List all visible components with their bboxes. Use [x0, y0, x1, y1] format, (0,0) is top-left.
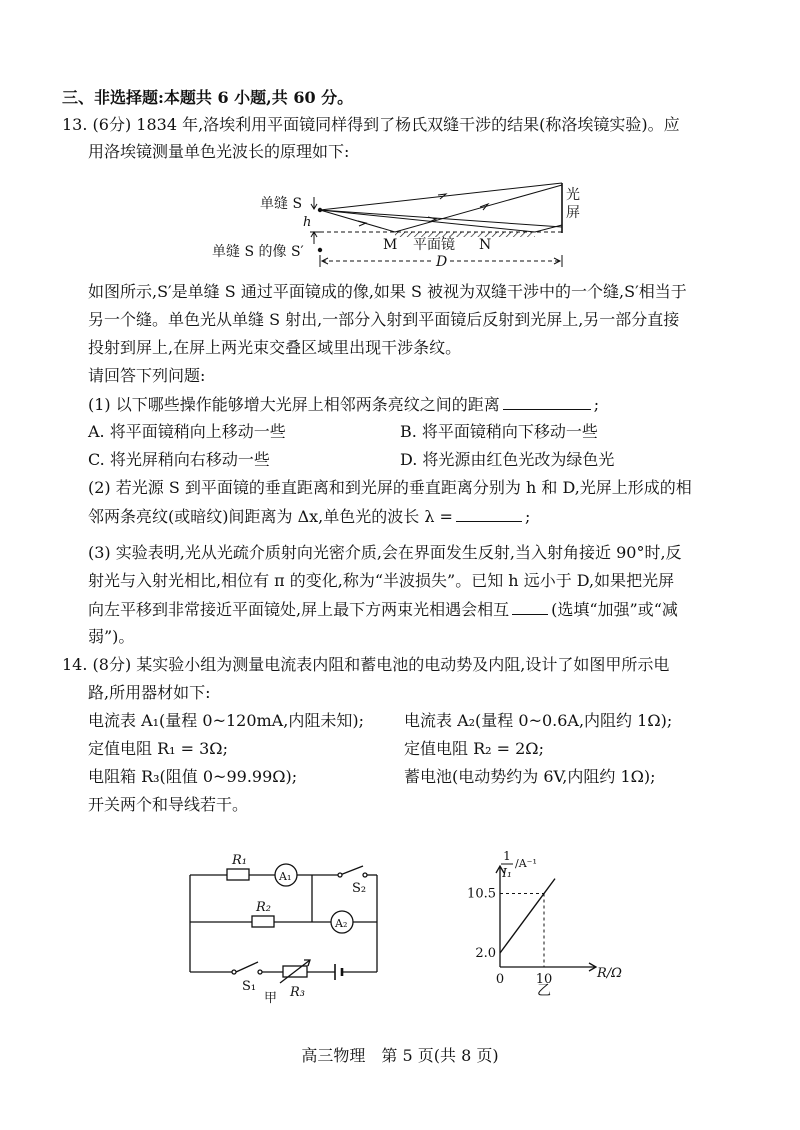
page-footer: 高三物理 第 5 页(共 8 页)	[301, 1046, 499, 1065]
q13-ask: 请回答下列问题:	[88, 366, 206, 385]
graph-inverse-current-vs-resistance	[455, 845, 640, 1015]
y-axis-unit: /A⁻¹	[515, 857, 537, 870]
q13-part1-end: ;	[593, 395, 600, 414]
q13-part3-line4: 弱”)。	[88, 627, 135, 646]
q14-equipment-r2: 定值电阻 R₂ = 2Ω;	[404, 739, 544, 758]
y-tick-label-0: 2.0	[475, 946, 496, 961]
r2-label: R₂	[256, 900, 271, 915]
series-line	[500, 879, 555, 953]
q13-para-line3: 投射到屏上,在屏上两光束交叠区域里出现干涉条纹。	[88, 338, 462, 357]
x-tick-label-0: 0	[495, 972, 505, 987]
q13-part3-answer-blank[interactable]	[512, 599, 548, 615]
q13-option-a: A. 将平面镜稍向上移动一些	[88, 422, 286, 441]
image-s-prime-point	[318, 248, 322, 252]
q13-option-b: B. 将平面镜稍向下移动一些	[400, 422, 598, 441]
q13-part3-end: (选填“加强”或“减	[551, 600, 678, 619]
q13-option-d: D. 将光源由红色光改为绿色光	[400, 450, 615, 469]
image-s-prime-label: 单缝 S 的像 S′	[212, 244, 304, 260]
q14-intro-line1: 14. (8分) 某实验小组为测量电流表内阻和蓄电池的电动势及内阻,设计了如图甲所示电	[62, 655, 670, 674]
r1-label: R₁	[232, 853, 247, 868]
q14-equipment-battery: 蓄电池(电动势约为 6V,内阻约 1Ω);	[404, 767, 656, 786]
resistor-r1	[227, 869, 249, 880]
s1-label: S₁	[242, 979, 257, 994]
q13-part3-text: 向左平移到非常接近平面镜处,屏上最下方两束光相遇会相互	[88, 600, 510, 619]
q13-part1	[88, 394, 599, 415]
q13-option-c: C. 将光屏稍向右移动一些	[88, 450, 270, 469]
graph-caption: 乙	[537, 983, 551, 999]
q13-para-line1: 如图所示,S′是单缝 S 通过平面镜成的像,如果 S 被视为双缝干涉中的一个缝,S′相当于	[88, 282, 687, 301]
q13-part1-answer-blank[interactable]	[503, 394, 591, 410]
q13-part2-text: 邻两条亮纹(或暗纹)间距离为 Δx,单色光的波长 λ =	[88, 507, 453, 526]
q14-equipment-r3: 电阻箱 R₃(阻值 0~99.99Ω);	[88, 767, 298, 786]
a2-label: A₂	[335, 917, 348, 930]
y-axis-label-numerator: 1	[503, 849, 511, 863]
q13-part2-line2	[88, 506, 530, 527]
section-header: 三、非选择题:本题共 6 小题,共 60 分。	[62, 88, 354, 107]
mirror-m-label: M	[383, 237, 398, 253]
a1-label: A₁	[279, 870, 292, 883]
slit-s-label: 单缝 S	[260, 196, 303, 212]
r3-label: R₃	[290, 985, 305, 1000]
screen-label-2: 屏	[566, 205, 580, 221]
q13-part2-end: ;	[524, 507, 531, 526]
ray-direct-top	[320, 183, 562, 210]
lloyd-mirror-diagram	[200, 175, 600, 275]
q13-part2-line1: (2) 若光源 S 到平面镜的垂直距离和到光屏的垂直距离分别为 h 和 D,光屏上形成的相	[88, 478, 692, 497]
switch-s2	[340, 866, 363, 875]
q13-part2-answer-blank[interactable]	[456, 506, 522, 522]
circuit-caption: 甲	[264, 991, 278, 1006]
q13-part3-line2: 射光与入射光相比,相位有 π 的变化,称为“半波损失”。已知 h 远小于 D,如果把光屏	[88, 571, 675, 590]
h-label: h	[303, 215, 312, 230]
circuit-diagram	[180, 850, 390, 1015]
q13-part3-line1: (3) 实验表明,光从光疏介质射向光密介质,会在界面发生反射,当入射角接近 90°时,反	[88, 543, 682, 562]
q14-equipment-r1: 定值电阻 R₁ = 3Ω;	[88, 739, 228, 758]
resistor-r2	[252, 916, 274, 927]
graph-axes	[496, 866, 596, 971]
switch-s1	[236, 962, 258, 972]
q13-intro-line1: 13. (6分) 1834 年,洛埃利用平面镜同样得到了杨氏双缝干涉的结果(称洛埃镜实验)。应	[62, 115, 680, 134]
q13-part1-text: (1) 以下哪些操作能够增大光屏上相邻两条亮纹之间的距离	[88, 395, 500, 414]
screen-label-1: 光	[566, 187, 580, 203]
plane-mirror-label: 平面镜	[413, 237, 455, 253]
x-axis-label: R/Ω	[597, 966, 622, 981]
q14-equipment-a1: 电流表 A₁(量程 0~120mA,内阻未知);	[88, 711, 364, 730]
q14-intro-line2: 路,所用器材如下:	[88, 683, 211, 702]
q13-intro-line2: 用洛埃镜测量单色光波长的原理如下:	[88, 142, 350, 161]
y-tick-label-1: 10.5	[467, 886, 496, 902]
y-axis-label-denominator: I₁	[502, 866, 512, 880]
q14-equipment-a2: 电流表 A₂(量程 0~0.6A,内阻约 1Ω);	[404, 711, 673, 730]
distance-d-label: D	[436, 254, 448, 270]
x-tick-label-1: 10	[535, 972, 553, 987]
q13-para-line2: 另一个缝。单色光从单缝 S 射出,一部分入射到平面镜后反射到光屏上,另一部分直接	[88, 310, 680, 329]
mirror-n-label: N	[479, 237, 492, 253]
ray-direct-bottom	[320, 210, 562, 227]
q13-part3-line3	[88, 599, 678, 620]
s2-label: S₂	[352, 881, 367, 896]
q14-equipment-misc: 开关两个和导线若干。	[88, 795, 249, 814]
